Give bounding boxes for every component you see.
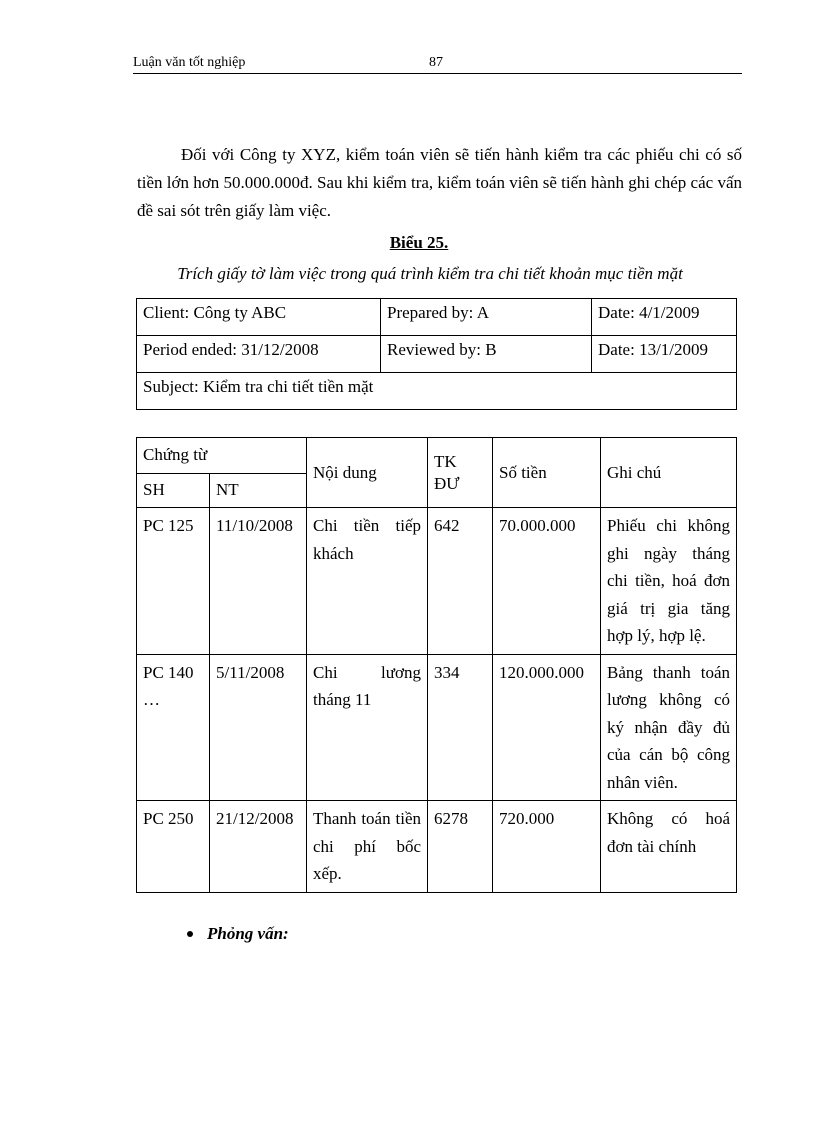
page-header	[133, 53, 742, 74]
row-ghi-chu: Không có hoá đơn tài chính	[601, 801, 737, 893]
table-row	[137, 654, 737, 801]
bullet-dot-icon	[187, 931, 193, 937]
row-so-tien: 720.000	[493, 801, 601, 893]
header-title: Luận văn tốt nghiệp	[133, 55, 246, 70]
detail-table	[136, 437, 737, 893]
header-noi-dung: Nội dung	[307, 438, 428, 508]
header-ghi-chu: Ghi chú	[601, 438, 737, 508]
client-cell: Client: Công ty ABC	[137, 299, 381, 336]
row-nt: 5/11/2008	[210, 654, 307, 801]
bullet-item	[187, 924, 289, 944]
bullet-text: Phỏng vấn:	[207, 924, 289, 943]
row-noi-dung: Thanh toán tiền chi phí bốc xếp.	[307, 801, 428, 893]
row-tk: 6278	[428, 801, 493, 893]
row-sh: PC 140 …	[137, 654, 210, 801]
row-noi-dung: Chi lương tháng 11	[307, 654, 428, 801]
figure-label: Biểu 25.	[389, 233, 449, 252]
figure-caption: Trích giấy tờ làm việc trong quá trình kiểm tra chi tiết khoản mục tiền mặt	[177, 264, 683, 283]
row-ghi-chu: Phiếu chi không ghi ngày tháng chi tiền, hoá đơn giá trị gia tăng hợp lý, hợp lệ.	[601, 508, 737, 655]
row-noi-dung: Chi tiền tiếp khách	[307, 508, 428, 655]
table-row	[137, 801, 737, 893]
table-row	[137, 508, 737, 655]
row-ghi-chu: Bảng thanh toán lương không có ký nhận đầy đủ của cán bộ công nhân viên.	[601, 654, 737, 801]
row-tk: 642	[428, 508, 493, 655]
header-tk-du: TK ĐƯ	[428, 438, 493, 508]
row-so-tien: 70.000.000	[493, 508, 601, 655]
header-chung-tu: Chứng từ	[137, 438, 307, 474]
page-number: 87	[429, 55, 443, 70]
date1-cell: Date: 4/1/2009	[592, 299, 737, 336]
intro-paragraph	[137, 141, 742, 225]
intro-text: Đối với Công ty XYZ, kiểm toán viên sẽ tiến hành kiểm tra các phiếu chi có số tiền lớn hơn 50.000.000đ. Sau khi kiểm tra, kiểm toán viên sẽ tiến hành ghi chép các vấn đề sai sót trên giấy làm việc.	[137, 145, 742, 220]
period-ended-cell: Period ended: 31/12/2008	[137, 336, 381, 373]
header-so-tien: Số tiền	[493, 438, 601, 508]
info-table	[136, 298, 737, 410]
row-sh: PC 125	[137, 508, 210, 655]
prepared-by-cell: Prepared by: A	[381, 299, 592, 336]
reviewed-by-cell: Reviewed by: B	[381, 336, 592, 373]
row-nt: 11/10/2008	[210, 508, 307, 655]
header-nt: NT	[210, 473, 307, 508]
row-sh: PC 250	[137, 801, 210, 893]
row-nt: 21/12/2008	[210, 801, 307, 893]
header-sh: SH	[137, 473, 210, 508]
row-so-tien: 120.000.000	[493, 654, 601, 801]
row-tk: 334	[428, 654, 493, 801]
date2-cell: Date: 13/1/2009	[592, 336, 737, 373]
subject-cell: Subject: Kiểm tra chi tiết tiền mặt	[137, 373, 737, 410]
